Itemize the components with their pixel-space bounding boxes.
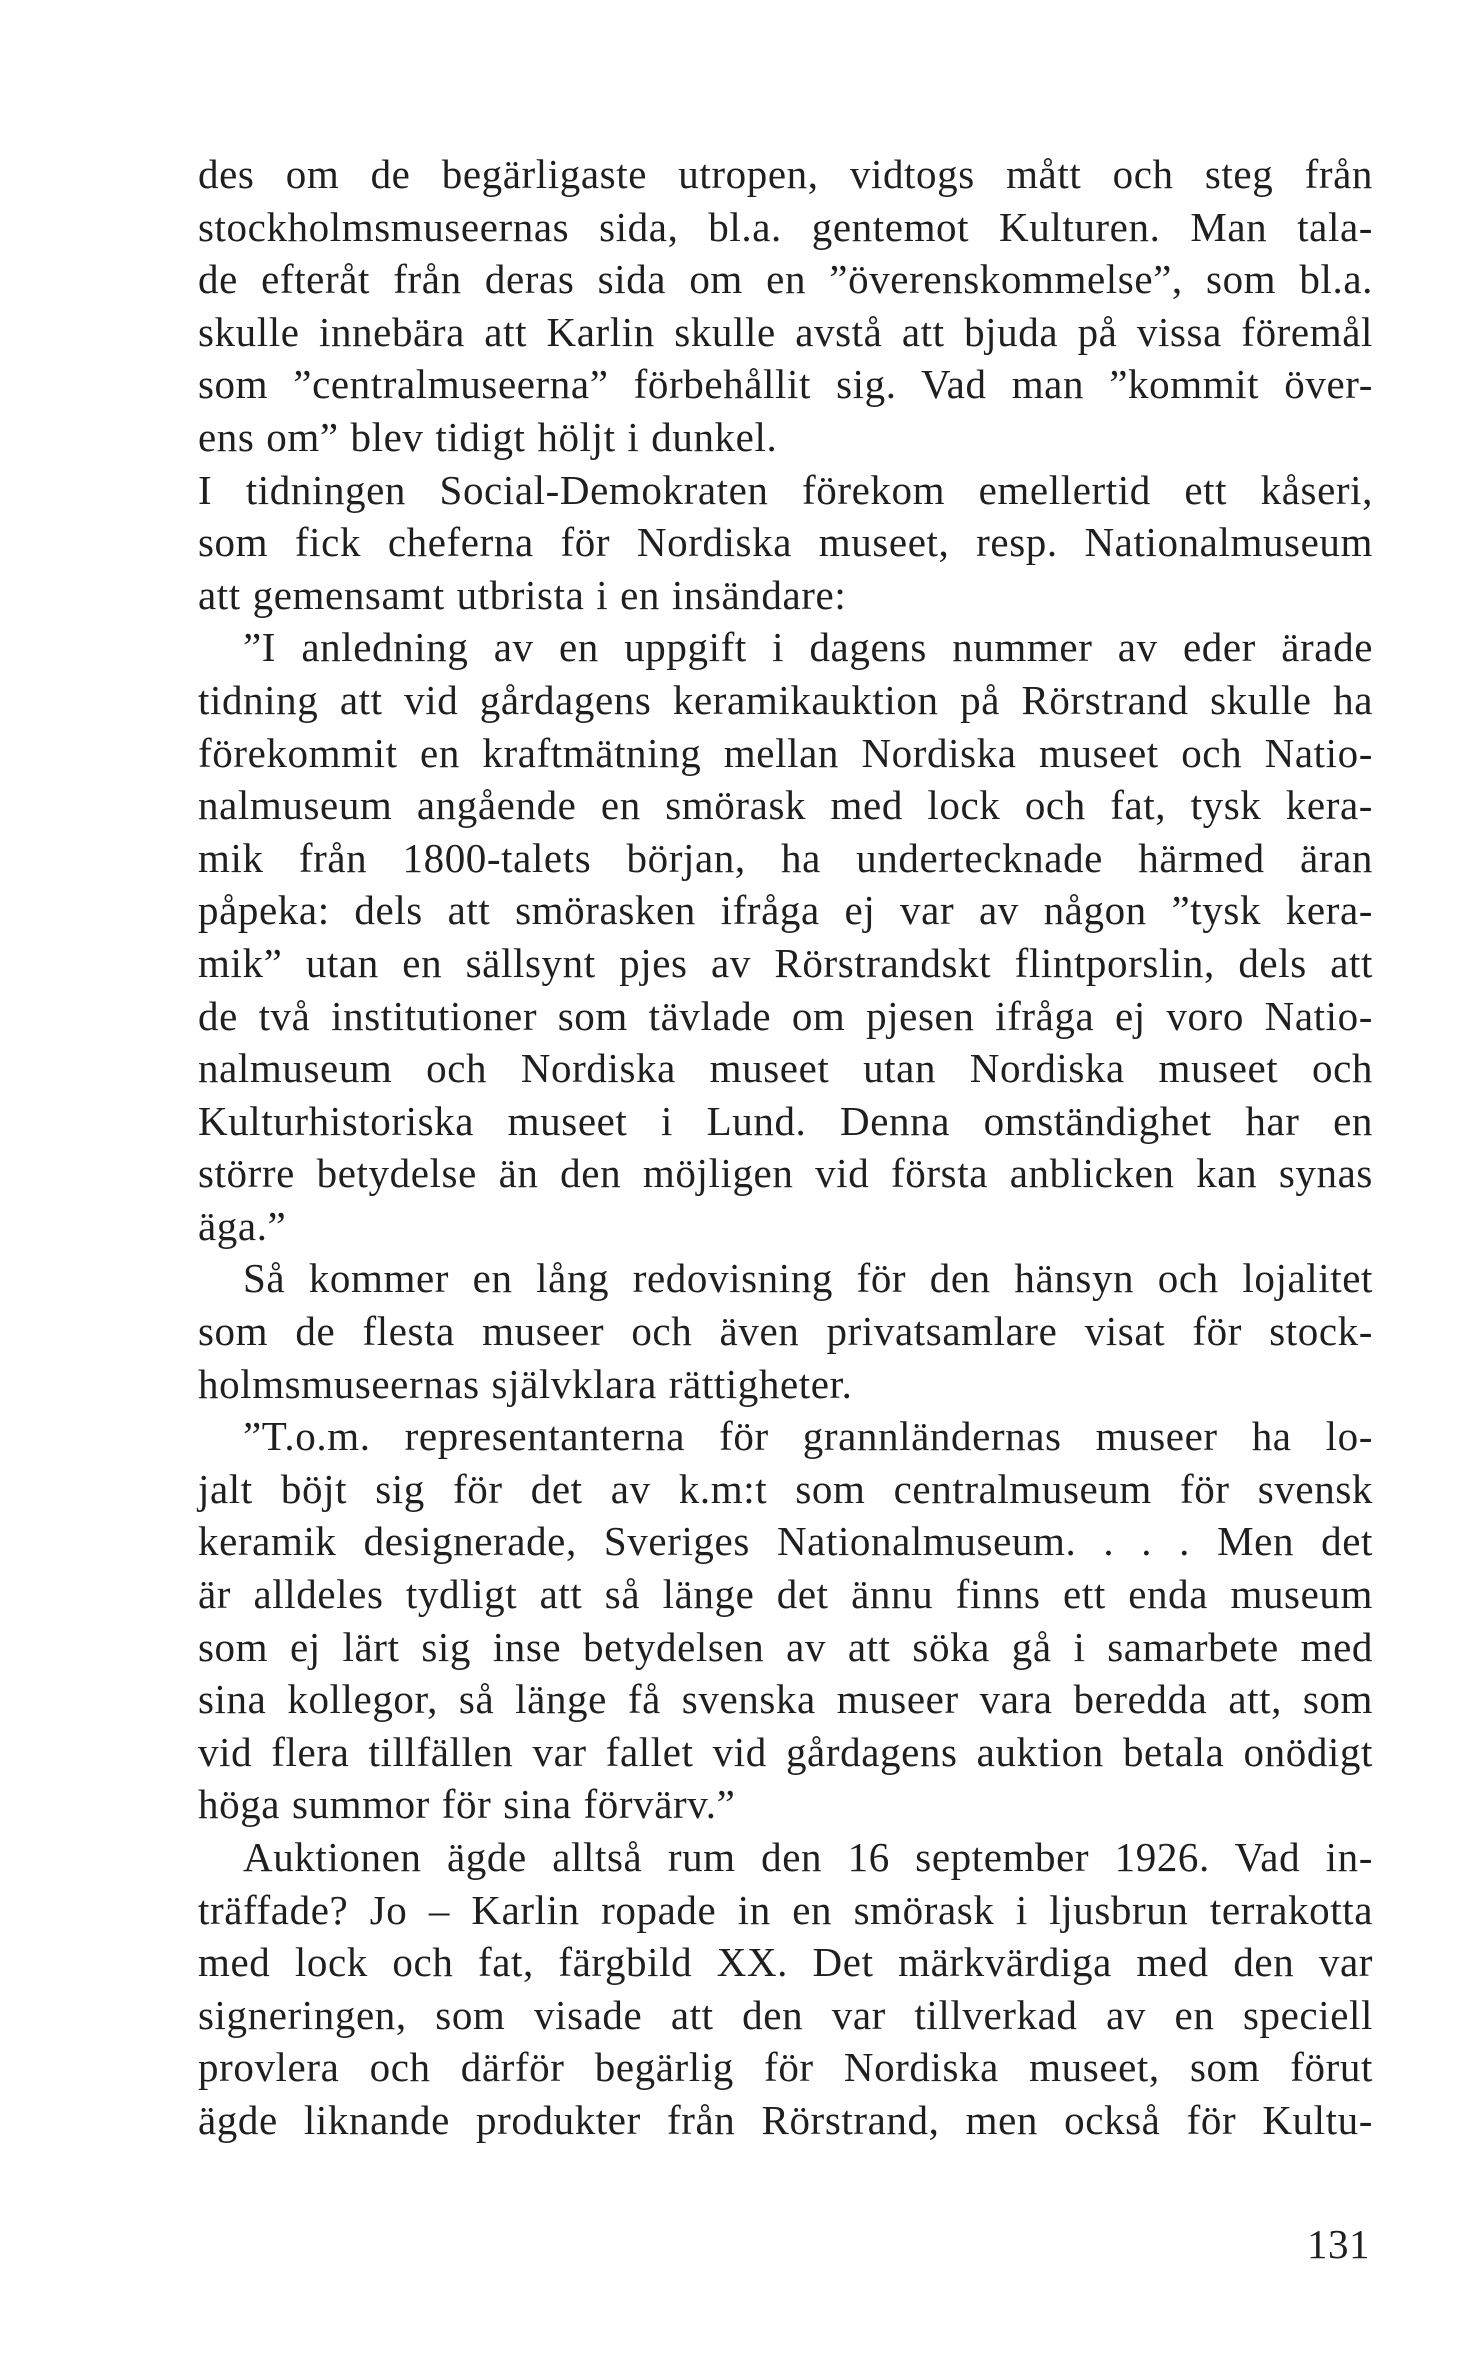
text-line: Så kommer en lång redovisning för den hänsyn och lojalitet bbox=[243, 1255, 1373, 1302]
text-line: som ”centralmuseerna” förbehållit sig. Vad man ”kommit över- bbox=[198, 361, 1373, 408]
text-line: I tidningen Social-Demokraten förekom emellertid ett kåseri, bbox=[198, 466, 1373, 513]
text-line: är alldeles tydligt att så länge det ännu finns ett enda museum bbox=[198, 1571, 1373, 1618]
text-line: mik från 1800-talets början, ha undertecknade härmed äran bbox=[198, 834, 1373, 881]
text-line: vid flera tillfällen var fallet vid gårdagens auktion betala onödigt bbox=[198, 1728, 1373, 1775]
text-line: provlera och därför begärlig för Nordiska museet, som förut bbox=[198, 2044, 1373, 2091]
text-line: jalt böjt sig för det av k.m:t som centralmuseum för svensk bbox=[198, 1465, 1373, 1512]
text-line: påpeka: dels att smörasken ifråga ej var av någon ”tysk kera- bbox=[198, 887, 1373, 934]
text-line: att gemensamt utbrista i en insändare: bbox=[198, 571, 847, 618]
text-line: ens om” blev tidigt höljt i dunkel. bbox=[198, 413, 778, 460]
body-text bbox=[198, 148, 1373, 2147]
text-line: mik” utan en sällsynt pjes av Rörstrandskt flintporslin, dels att bbox=[198, 939, 1373, 986]
text-line: höga summor för sina förvärv.” bbox=[198, 1781, 736, 1828]
text-line: ”T.o.m. representanterna för grannländernas museer ha lo- bbox=[243, 1413, 1373, 1460]
text-line: Auktionen ägde alltså rum den 16 september 1926. Vad in- bbox=[243, 1834, 1373, 1880]
text-line: förekommit en kraftmätning mellan Nordiska museet och Natio- bbox=[198, 729, 1373, 776]
text-line: nalmuseum angående en smörask med lock och fat, tysk kera- bbox=[198, 782, 1373, 829]
text-line: träffade? Jo – Karlin ropade in en smörask i ljusbrun terrakotta bbox=[198, 1886, 1373, 1933]
page-number: 131 bbox=[1307, 2221, 1370, 2267]
text-line: som ej lärt sig inse betydelsen av att söka gå i samarbete med bbox=[198, 1623, 1373, 1670]
text-line: de efteråt från deras sida om en ”överenskommelse”, som bl.a. bbox=[198, 256, 1373, 303]
text-line: som fick cheferna för Nordiska museet, resp. Nationalmuseum bbox=[198, 519, 1373, 566]
text-line: de två institutioner som tävlade om pjesen ifråga ej voro Natio- bbox=[198, 992, 1373, 1039]
text-line: Kulturhistoriska museet i Lund. Denna omständighet har en bbox=[198, 1097, 1373, 1144]
text-line: sina kollegor, så länge få svenska museer vara beredda att, som bbox=[198, 1676, 1373, 1723]
text-line: des om de begärligaste utropen, vidtogs mått och steg från bbox=[198, 151, 1373, 197]
text-line: ”I anledning av en uppgift i dagens nummer av eder ärade bbox=[243, 624, 1373, 671]
text-line: nalmuseum och Nordiska museet utan Nordiska museet och bbox=[198, 1045, 1373, 1092]
text-line: stockholmsmuseernas sida, bl.a. gentemot Kulturen. Man tala- bbox=[198, 203, 1373, 250]
text-line: äga.” bbox=[198, 1202, 287, 1249]
text-line: större betydelse än den möjligen vid första anblicken kan synas bbox=[198, 1150, 1373, 1197]
text-line: som de flesta museer och även privatsamlare visat för stock- bbox=[198, 1308, 1373, 1355]
text-line: keramik designerade, Sveriges Nationalmuseum. . . . Men det bbox=[198, 1518, 1373, 1565]
text-line: skulle innebära att Karlin skulle avstå att bjuda på vissa föremål bbox=[198, 308, 1373, 355]
text-line: signeringen, som visade att den var tillverkad av en speciell bbox=[198, 1991, 1373, 2038]
text-line: tidning att vid gårdagens keramikauktion på Rörstrand skulle ha bbox=[198, 676, 1373, 723]
text-line: holmsmuseernas självklara rättigheter. bbox=[198, 1360, 853, 1407]
text-line: med lock och fat, färgbild XX. Det märkvärdiga med den var bbox=[198, 1939, 1373, 1986]
text-line: ägde liknande produkter från Rörstrand, men också för Kultu- bbox=[198, 2096, 1373, 2143]
